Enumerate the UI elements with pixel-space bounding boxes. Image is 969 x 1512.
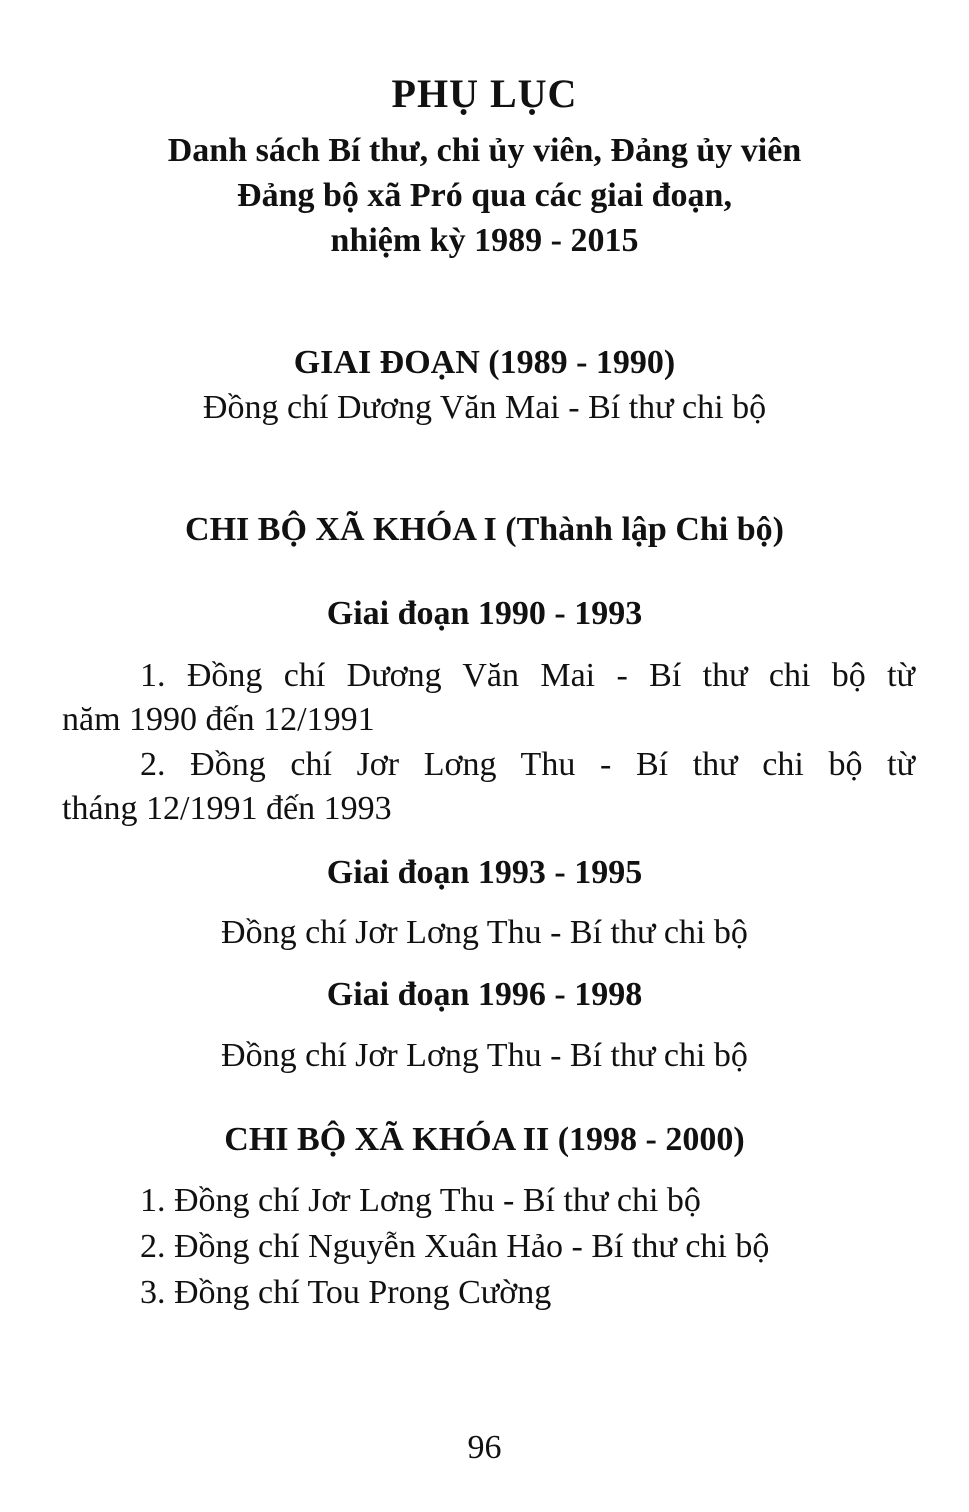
- list-item: 1. Đồng chí Jơr Lơng Thu - Bí thư chi bộ: [140, 1182, 701, 1219]
- section-heading-khoa-i: CHI BỘ XÃ KHÓA I (Thành lập Chi bộ): [185, 511, 784, 548]
- list-item: 3. Đồng chí Tou Prong Cường: [140, 1274, 552, 1311]
- period-1990-1993-item-1: [62, 654, 915, 742]
- subtitle-line-1: Danh sách Bí thư, chi ủy viên, Đảng ủy viên: [167, 132, 802, 169]
- section-heading-khoa-ii: CHI BỘ XÃ KHÓA II (1998 - 2000): [224, 1121, 745, 1158]
- period-1990-1993-item-2: [62, 743, 915, 831]
- period-heading-1996-1998: Giai đoạn 1996 - 1998: [326, 976, 643, 1013]
- page-title: PHỤ LỤC: [391, 71, 578, 116]
- subtitle-line-2: Đảng bộ xã Pró qua các giai đoạn,: [237, 177, 732, 214]
- period-1993-1995-line: Đồng chí Jơr Lơng Thu - Bí thư chi bộ: [221, 914, 748, 951]
- item-2-first-line: 2. Đồng chí Jơr Lơng Thu - Bí thư chi bộ từ: [140, 746, 915, 783]
- subtitle-line-3: nhiệm kỳ 1989 - 2015: [330, 222, 639, 259]
- period-1996-1998-line: Đồng chí Jơr Lơng Thu - Bí thư chi bộ: [221, 1037, 748, 1074]
- list-item: 2. Đồng chí Nguyễn Xuân Hảo - Bí thư chi bộ: [140, 1228, 770, 1265]
- page-subtitle: [0, 128, 969, 263]
- page-number: 96: [467, 1429, 502, 1466]
- period-heading-1990-1993: Giai đoạn 1990 - 1993: [326, 595, 643, 632]
- item-2-continuation: tháng 12/1991 đến 1993: [62, 790, 392, 827]
- item-1-first-line: 1. Đồng chí Dương Văn Mai - Bí thư chi bộ từ: [140, 657, 915, 694]
- section-1989-1990-line: Đồng chí Dương Văn Mai - Bí thư chi bộ: [202, 389, 767, 426]
- item-1-continuation: năm 1990 đến 12/1991: [62, 701, 375, 738]
- section-heading-1989-1990: GIAI ĐOẠN (1989 - 1990): [293, 344, 676, 381]
- period-heading-1993-1995: Giai đoạn 1993 - 1995: [326, 854, 643, 891]
- khoa-ii-member-list: [140, 1178, 940, 1316]
